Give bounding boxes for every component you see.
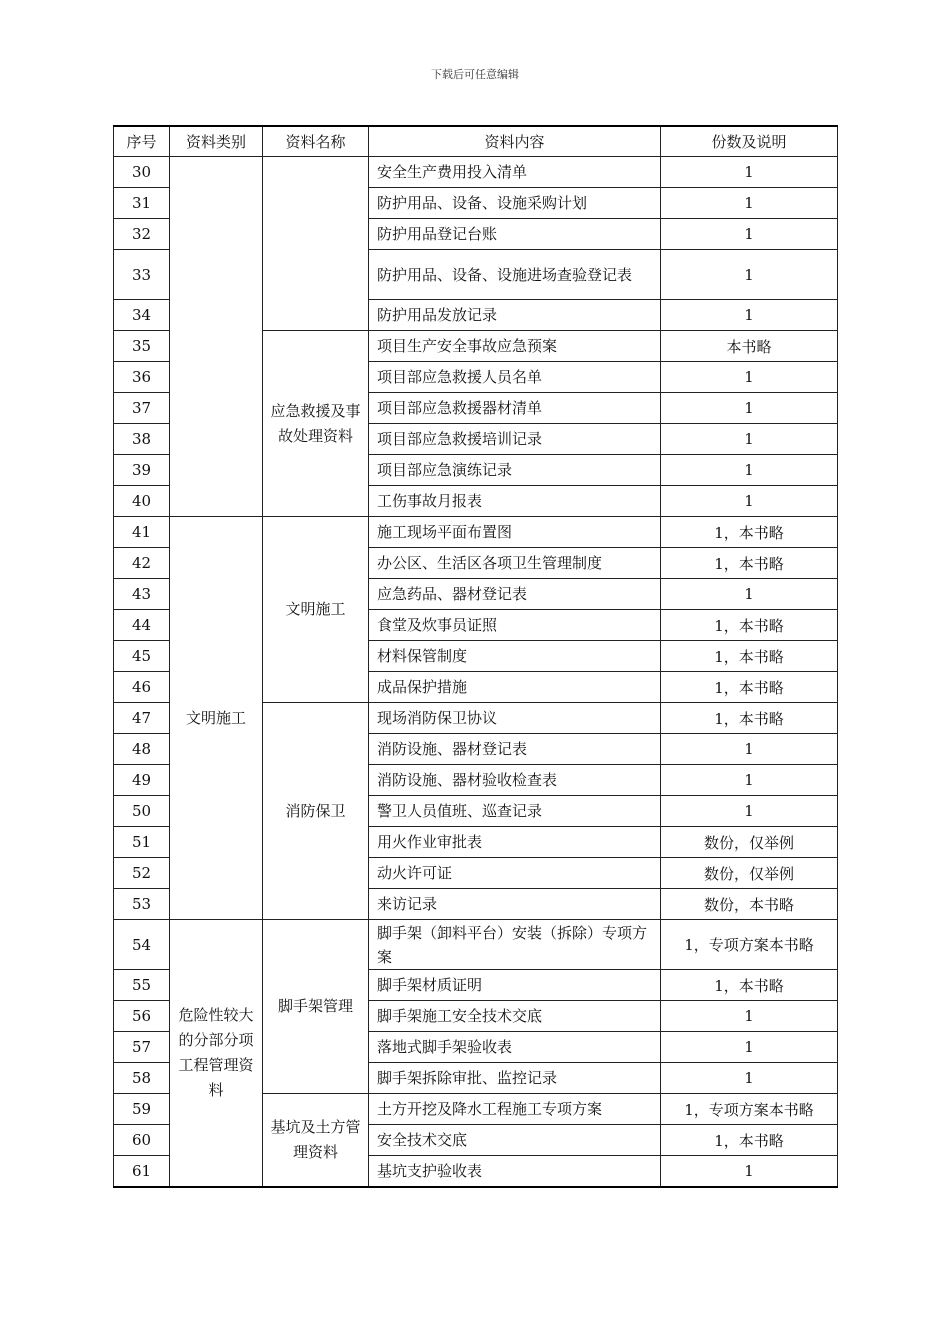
row-content: 落地式脚手架验收表 (369, 1032, 661, 1063)
row-note: 1 (661, 157, 838, 188)
row-content: 防护用品、设备、设施进场查验登记表 (369, 250, 661, 300)
row-content: 土方开挖及降水工程施工专项方案 (369, 1094, 661, 1125)
row-note: 1 (661, 424, 838, 455)
row-note: 1 (661, 1156, 838, 1188)
row-content: 防护用品登记台账 (369, 219, 661, 250)
table-row (114, 157, 838, 188)
row-content: 脚手架拆除审批、监控记录 (369, 1063, 661, 1094)
row-number: 50 (114, 796, 170, 827)
row-note: 1 (661, 393, 838, 424)
row-note: 数份，仅举例 (661, 858, 838, 889)
row-note: 1，专项方案本书略 (661, 920, 838, 970)
row-number: 33 (114, 250, 170, 300)
row-content: 安全技术交底 (369, 1125, 661, 1156)
row-note: 1，本书略 (661, 517, 838, 548)
row-number: 61 (114, 1156, 170, 1188)
row-note: 1 (661, 765, 838, 796)
row-content: 防护用品、设备、设施采购计划 (369, 188, 661, 219)
row-content: 材料保管制度 (369, 641, 661, 672)
row-note: 1 (661, 250, 838, 300)
row-note: 1 (661, 579, 838, 610)
row-note: 1，本书略 (661, 1125, 838, 1156)
row-note: 1 (661, 219, 838, 250)
row-number: 51 (114, 827, 170, 858)
row-number: 53 (114, 889, 170, 920)
row-number: 59 (114, 1094, 170, 1125)
name-cell-foundation-pit: 基坑及土方管理资料 (263, 1094, 369, 1188)
row-content: 应急药品、器材登记表 (369, 579, 661, 610)
row-number: 36 (114, 362, 170, 393)
name-cell-fire-security: 消防保卫 (263, 703, 369, 920)
row-content: 项目生产安全事故应急预案 (369, 331, 661, 362)
name-cell-scaffold: 脚手架管理 (263, 920, 369, 1094)
category-cell-civilized: 文明施工 (170, 517, 263, 920)
row-number: 41 (114, 517, 170, 548)
row-note: 1 (661, 486, 838, 517)
row-content: 项目部应急救援人员名单 (369, 362, 661, 393)
row-note: 1 (661, 1032, 838, 1063)
row-note: 1，本书略 (661, 703, 838, 734)
row-content: 食堂及炊事员证照 (369, 610, 661, 641)
row-content: 防护用品发放记录 (369, 300, 661, 331)
row-content: 项目部应急演练记录 (369, 455, 661, 486)
row-note: 1 (661, 796, 838, 827)
row-number: 30 (114, 157, 170, 188)
col-header-note: 份数及说明 (661, 126, 838, 157)
category-cell-blank (170, 157, 263, 517)
row-number: 52 (114, 858, 170, 889)
col-header-content: 资料内容 (369, 126, 661, 157)
row-number: 39 (114, 455, 170, 486)
row-content: 消防设施、器材登记表 (369, 734, 661, 765)
row-note: 1 (661, 362, 838, 393)
row-number: 40 (114, 486, 170, 517)
row-note: 1，本书略 (661, 641, 838, 672)
row-number: 46 (114, 672, 170, 703)
table-row (114, 517, 838, 548)
row-note: 1 (661, 300, 838, 331)
row-number: 43 (114, 579, 170, 610)
row-number: 42 (114, 548, 170, 579)
row-content: 脚手架材质证明 (369, 970, 661, 1001)
row-number: 45 (114, 641, 170, 672)
row-content: 动火许可证 (369, 858, 661, 889)
row-note: 1，专项方案本书略 (661, 1094, 838, 1125)
row-number: 56 (114, 1001, 170, 1032)
row-content: 项目部应急救援培训记录 (369, 424, 661, 455)
row-number: 38 (114, 424, 170, 455)
col-header-name: 资料名称 (263, 126, 369, 157)
table-header-row (114, 126, 838, 157)
row-content: 脚手架施工安全技术交底 (369, 1001, 661, 1032)
row-number: 35 (114, 331, 170, 362)
row-content: 办公区、生活区各项卫生管理制度 (369, 548, 661, 579)
row-number: 55 (114, 970, 170, 1001)
row-number: 54 (114, 920, 170, 970)
name-cell-blank (263, 157, 369, 331)
row-note: 1，本书略 (661, 548, 838, 579)
row-content: 施工现场平面布置图 (369, 517, 661, 548)
row-content: 消防设施、器材验收检查表 (369, 765, 661, 796)
row-number: 57 (114, 1032, 170, 1063)
row-content: 现场消防保卫协议 (369, 703, 661, 734)
row-number: 48 (114, 734, 170, 765)
row-content: 来访记录 (369, 889, 661, 920)
name-cell-emergency: 应急救援及事故处理资料 (263, 331, 369, 517)
name-cell-civilized: 文明施工 (263, 517, 369, 703)
row-number: 37 (114, 393, 170, 424)
row-note: 本书略 (661, 331, 838, 362)
row-content: 成品保护措施 (369, 672, 661, 703)
row-note: 1，本书略 (661, 610, 838, 641)
category-cell-hazardous: 危险性较大的分部分项工程管理资料 (170, 920, 263, 1188)
row-number: 34 (114, 300, 170, 331)
table-row (114, 920, 838, 970)
row-content: 项目部应急救援器材清单 (369, 393, 661, 424)
page-header: 下载后可任意编辑 (431, 68, 519, 81)
row-number: 58 (114, 1063, 170, 1094)
row-note: 1，本书略 (661, 672, 838, 703)
row-number: 49 (114, 765, 170, 796)
row-number: 47 (114, 703, 170, 734)
row-number: 32 (114, 219, 170, 250)
document-table (113, 125, 838, 1188)
row-number: 44 (114, 610, 170, 641)
row-note: 1 (661, 188, 838, 219)
col-header-no: 序号 (114, 126, 170, 157)
row-content: 安全生产费用投入清单 (369, 157, 661, 188)
row-note: 1 (661, 1001, 838, 1032)
row-content: 工伤事故月报表 (369, 486, 661, 517)
row-note: 1，本书略 (661, 970, 838, 1001)
row-content: 基坑支护验收表 (369, 1156, 661, 1188)
col-header-category: 资料类别 (170, 126, 263, 157)
row-content: 警卫人员值班、巡查记录 (369, 796, 661, 827)
row-note: 1 (661, 455, 838, 486)
row-content: 脚手架（卸料平台）安装（拆除）专项方案 (369, 920, 661, 970)
row-note: 1 (661, 1063, 838, 1094)
row-note: 1 (661, 734, 838, 765)
row-number: 60 (114, 1125, 170, 1156)
row-note: 数份，仅举例 (661, 827, 838, 858)
row-note: 数份，本书略 (661, 889, 838, 920)
row-number: 31 (114, 188, 170, 219)
row-content: 用火作业审批表 (369, 827, 661, 858)
